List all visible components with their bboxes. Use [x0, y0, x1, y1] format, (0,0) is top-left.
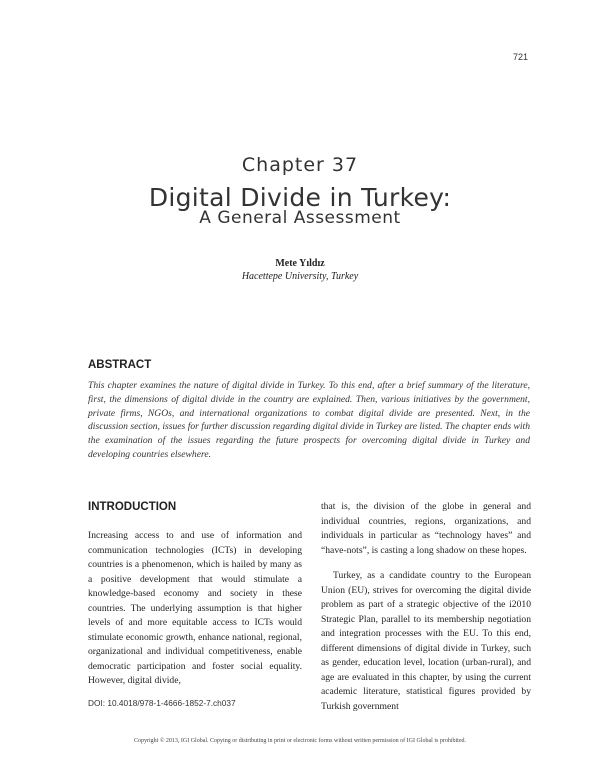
- abstract-heading: ABSTRACT: [88, 359, 152, 371]
- introduction-paragraph-right-1: that is, the division of the globe in general and individual countries, regions, organizations, and individuals in particular as “technology haves” and “have-nots”, is casting a long shadow on these hopes.: [321, 501, 531, 556]
- introduction-paragraph-left: Increasing access to and use of information and communication technologies (ICTs) in developing countries is a phenomenon, which is hailed by many as a positive development that would stimulate a knowledge-based economy and society in these countries. The underlying assumption is that higher levels of and more equitable access to ICTs would stimulate economic growth, enhance national, regional, organizational and individual competitiveness, enable democratic participation and foster social equality. However, digital divide,: [88, 530, 302, 686]
- chapter-label: Chapter 37: [241, 154, 359, 176]
- chapter-subtitle: A General Assessment: [199, 208, 401, 228]
- abstract-text: This chapter examines the nature of digital divide in Turkey. To this end, after a brief summary of the literature, first, the dimensions of digital divide in the country are explained. Then, various initiatives by the government, private firms, NGOs, and international organizations to combat digital divide are presented. Next, in the discussion section, issues for further discussion regarding digital divide in Turkey are listed. The chapter ends with the examination of the issues regarding the future prospects for overcoming digital divide in Turkey and developing countries elsewhere.: [88, 380, 530, 460]
- chapter-title: Digital Divide in Turkey:: [148, 183, 452, 212]
- page-number: 721: [512, 52, 528, 62]
- author-name: Mete Yıldız: [275, 258, 325, 269]
- author-affiliation: Hacettepe University, Turkey: [241, 271, 359, 282]
- introduction-paragraph-right-2: Turkey, as a candidate country to the European Union (EU), strives for overcoming the digital divide problem as part of a strategic objective of the i2010 Strategic Plan, parallel to its membership negotiation and integration processes with the EU. To this end, different dimensions of digital divide in Turkey, such as gender, education level, location (urban-rural), and age are evaluated in this chapter, by using the current academic literature, statistical figures provided by Turkish government: [321, 570, 531, 712]
- introduction-heading: INTRODUCTION: [88, 501, 177, 513]
- copyright-notice: Copyright © 2013, IGI Global. Copying or distributing in print or electronic forms without written permission of IGI Global is prohibited.: [133, 738, 466, 744]
- doi: DOI: 10.4018/978-1-4666-1852-7.ch037: [88, 698, 236, 708]
